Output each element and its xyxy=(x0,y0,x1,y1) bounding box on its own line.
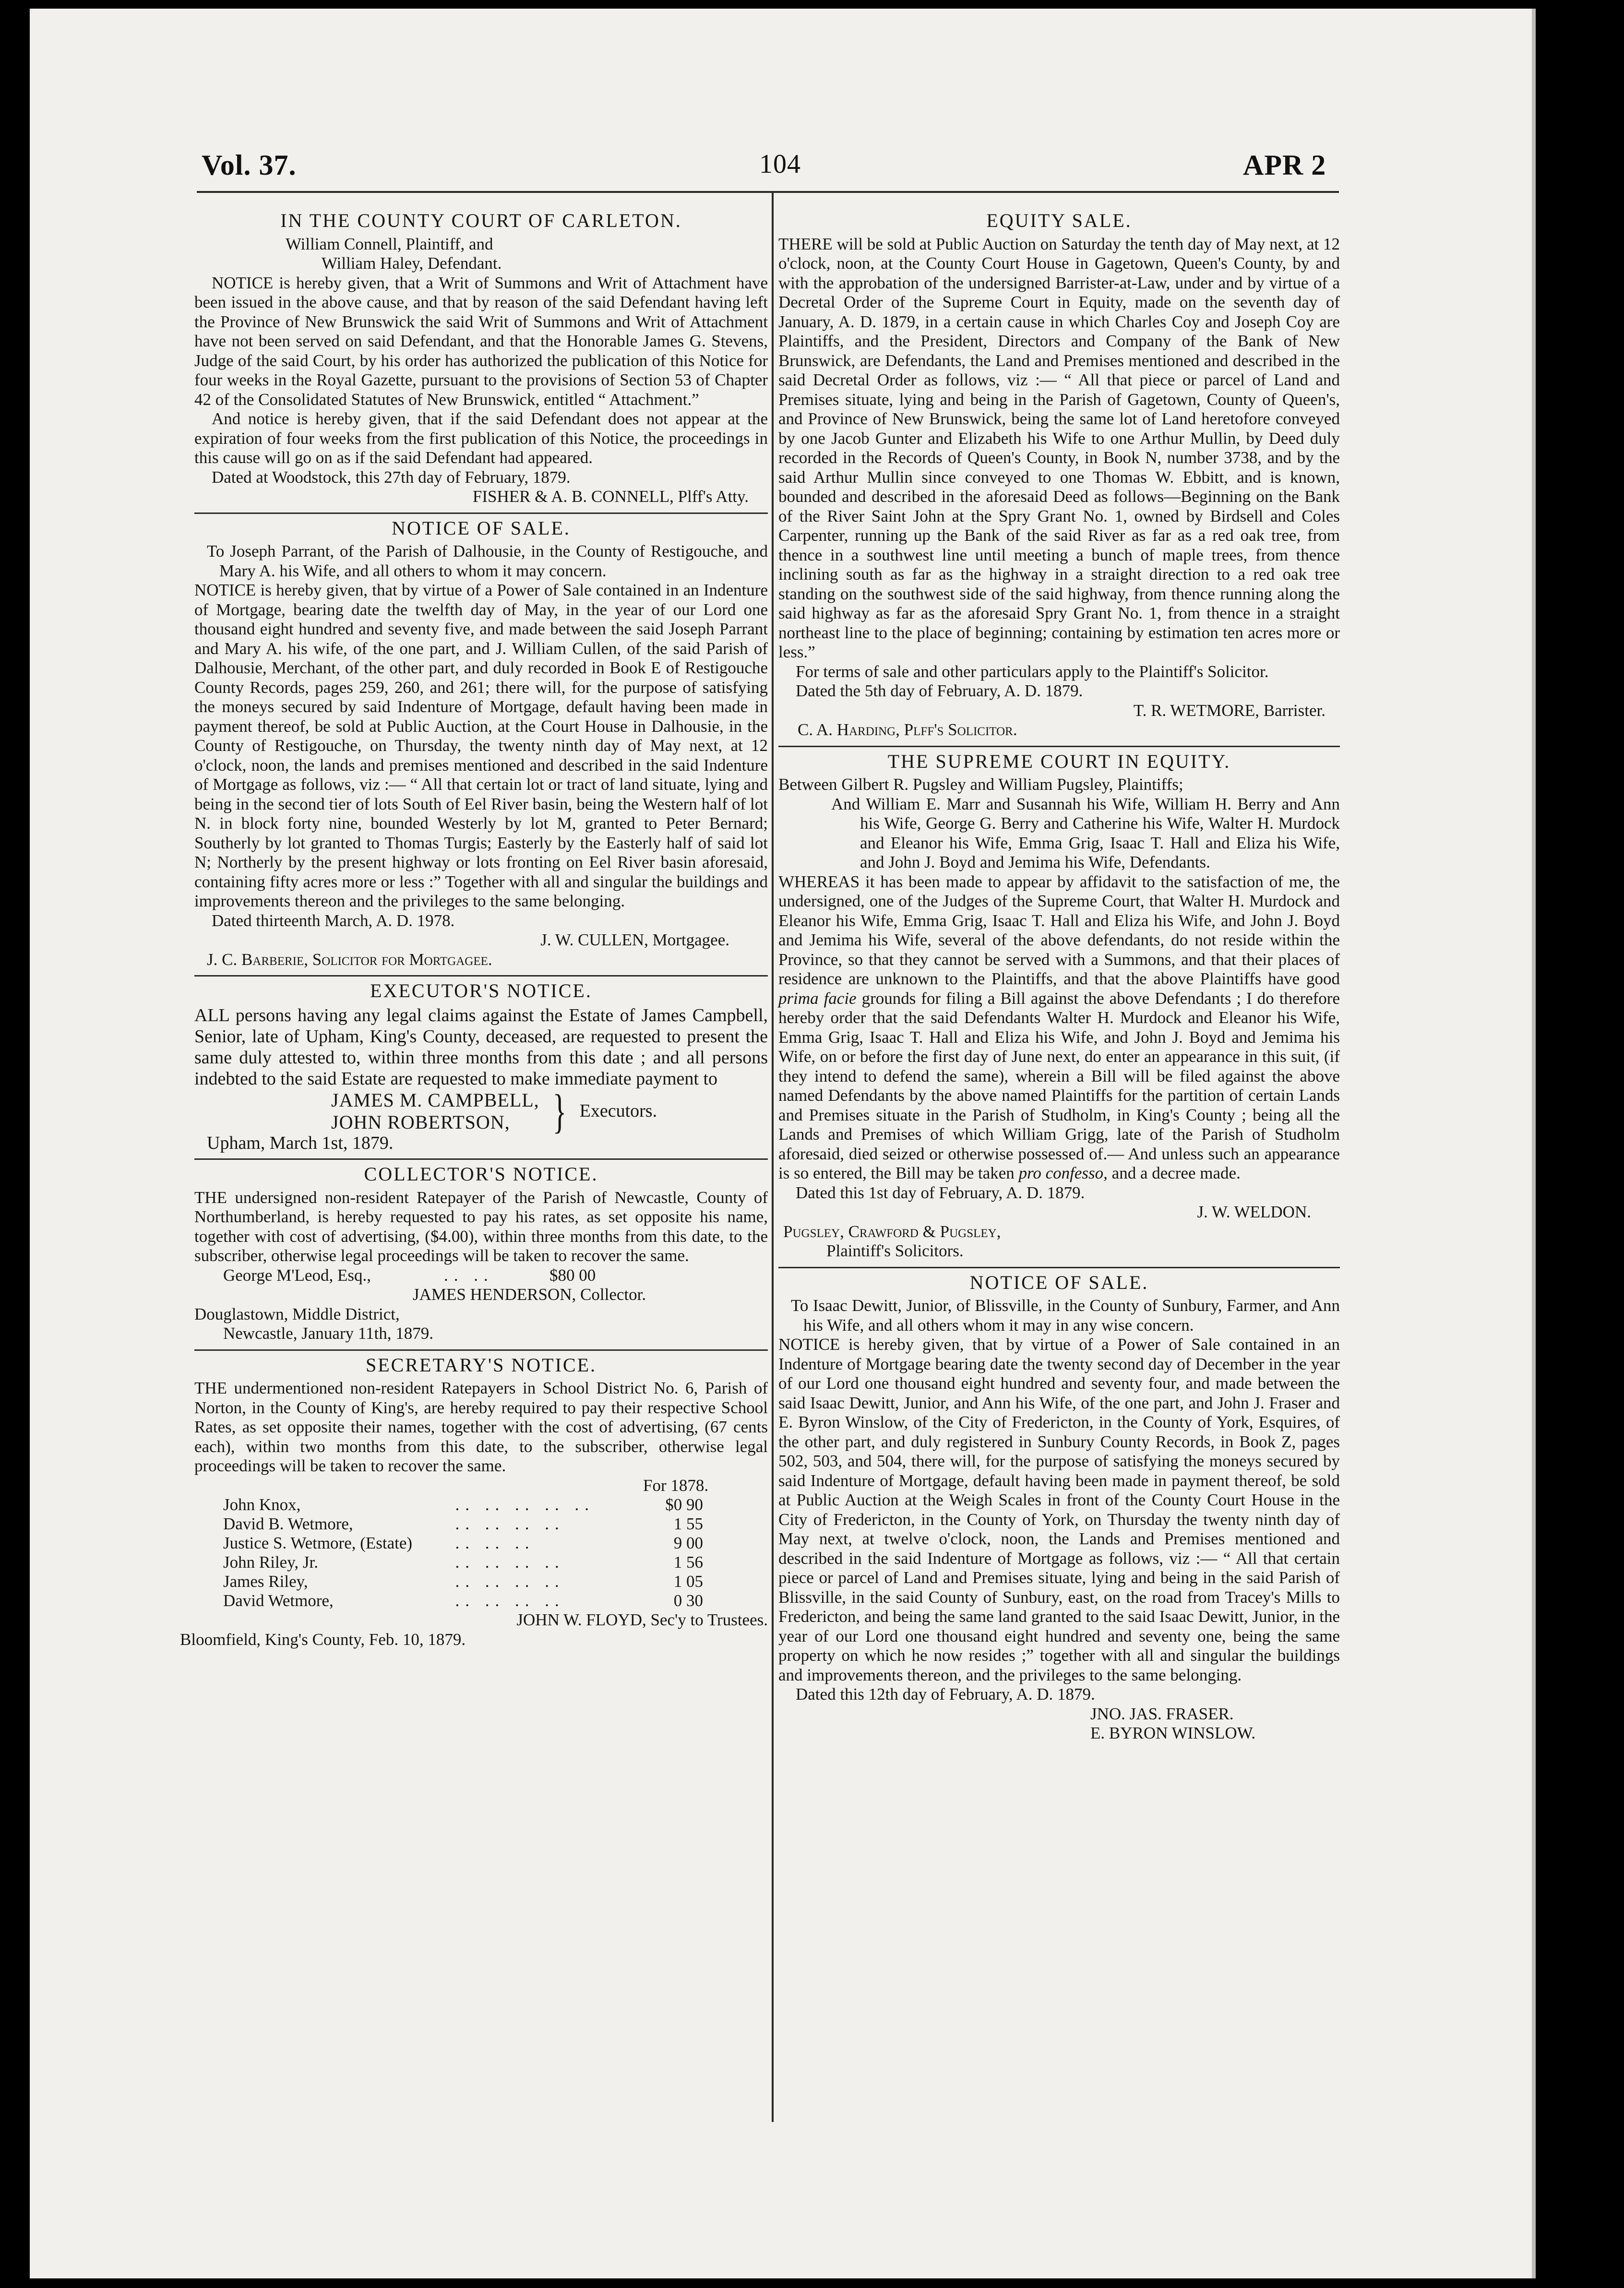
executors-block xyxy=(194,1084,768,1138)
secretarys-notice-title: SECRETARY'S NOTICE. xyxy=(365,1354,597,1376)
equity-sale-title: EQUITY SALE. xyxy=(986,210,1132,231)
table-row xyxy=(223,1534,703,1553)
leader-dots: .. .. .. .. xyxy=(455,1591,565,1610)
ratepayer-name: David B. Wetmore, xyxy=(223,1514,353,1533)
ratepayer-name: James Riley, xyxy=(223,1572,308,1591)
county-court-dated: Dated at Woodstock, this 27th day of February, 1879. xyxy=(212,467,571,487)
equity-sale-terms: For terms of sale and other particulars apply to the Plaintiff's Solicitor. xyxy=(796,662,1269,681)
table-row xyxy=(223,1591,703,1610)
section-rule xyxy=(194,512,768,514)
county-court-plaintiff: William Connell, Plaintiff, and xyxy=(286,234,493,253)
section-rule xyxy=(778,1267,1340,1268)
notice-of-sale-1 xyxy=(194,519,768,970)
notice-of-sale-2-signature-2: E. BYRON WINSLOW. xyxy=(1090,1724,1256,1742)
notice-of-sale-1-dated: Dated thirteenth March, A. D. 1978. xyxy=(212,911,455,930)
supreme-court-judge: J. W. WELDON. xyxy=(1197,1203,1311,1221)
leader-dots: .. .. .. .. xyxy=(455,1572,565,1591)
volume-label: Vol. 37. xyxy=(202,149,297,181)
supreme-court-body-b: grounds for filing a Bill against the above Defendants ; I do therefore hereby order that the said Defendants Walter H. Murdock and Eleanor his Wife, Emma Grig, Isaac T. Hall and Eliza his Wife, and John J. Boyd and Jemima his Wife, on or before the first day of June next, do enter an appearance in this suit, (if they intend to defend the same), wherein a Bill will be filed against the above named Defendants by the above named Plaintiffs for the partition of certain Lands and Premises situate in the Parish of Studholm, in King's County ; being all the Lands and Premises of which William Grigg, late of the Parish of Studholm aforesaid, died seized or otherwise possessed of.— And unless such an appearance is so entered, the Bill may be taken xyxy=(778,989,1340,1182)
ratepayer-name: Justice S. Wetmore, (Estate) xyxy=(223,1534,413,1552)
secretarys-notice-body: THE undermentioned non-resident Ratepayers in School District No. 6, Parish of Norton, in the County of King's, are hereby required to pay their respective School Rates, as set opposite their names, together with the cost of advertising, (67 cents each), within two months from this date, to the subscriber, otherwise legal proceedings will be taken to recover the same. xyxy=(194,1379,768,1475)
secretarys-place: Bloomfield, King's County, Feb. 10, 1879. xyxy=(180,1630,466,1649)
collectors-notice-body: THE undersigned non-resident Ratepayer of the Parish of Newcastle, County of Northumberland, is hereby requested to pay his rates, as set opposite his name, together with cost of advertising, ($4.00), within three months from this date, to the subscriber, otherwise legal proceedings will be taken to recover the same. xyxy=(194,1188,768,1265)
executors-notice-body: ALL persons having any legal claims against the Estate of James Campbell, Senior, late of Upham, King's County, deceased, are requested to present the same duly attested to, within three months from this date ; and all persons indebted to the said Estate are requested to make immediate payment to xyxy=(194,1005,768,1089)
secretarys-signature: JOHN W. FLOYD, Sec'y to Trustees. xyxy=(516,1610,768,1629)
rate-amount: 0 30 xyxy=(673,1591,703,1610)
prima-facie-phrase: prima facie xyxy=(778,989,857,1008)
secretarys-notice xyxy=(180,1354,768,1650)
rate-amount: 1 05 xyxy=(673,1572,703,1591)
rate-amount: 1 55 xyxy=(673,1514,703,1533)
county-court-notice xyxy=(194,211,768,507)
table-row xyxy=(223,1572,703,1591)
collectors-place-2: Newcastle, January 11th, 1879. xyxy=(223,1324,434,1343)
left-column xyxy=(180,206,768,1649)
collectors-notice xyxy=(194,1165,768,1344)
notice-of-sale-1-mortgagee: J. W. CULLEN, Mortgagee. xyxy=(540,930,729,949)
county-court-signature: FISHER & A. B. CONNELL, Plff's Atty. xyxy=(472,487,749,506)
collectors-notice-title: COLLECTOR'S NOTICE. xyxy=(364,1163,598,1185)
notice-of-sale-1-body: NOTICE is hereby given, that by virtue of a Power of Sale contained in an Indenture of Mortgage, bearing date the twelfth day of May, in the year of our Lord one thousand eight hundred and seventy five, and made between the said Joseph Parrant and Mary A. his wife, of the one part, and J. William Cullen, of the said Parish of Dalhousie, Merchant, of the other part, and duly recorded in Book E of Restigouche County Records, pages 259, 260, and 261; there will, for the purpose of satisfying the moneys secured by said Indenture of Mortgage, default having been made in payment thereof, be sold at Public Auction, at the Court House in Dalhousie, in the County of Restigouche, on Thursday, the twenty ninth day of May next, at 12 o'clock, noon, the lands and premises mentioned and described in the said Indenture of Mortgage as follows, viz :— “ All that certain lot or tract of land situate, lying and being in the second tier of lots South of Eel River basin, being the Western half of lot N. in block forty nine, bounded Westerly by lot M, granted to Peter Bernard; Southerly by lot granted to Thomas Turgis; Easterly by the Easterly half of said lot N; Northerly by the present highway or lots fronting on Eel River basin aforesaid, containing fifty acres more or less :” Together with all and singular the buildings and improvements thereon and the privileges to the same belonging. xyxy=(194,581,768,910)
notice-of-sale-2-addressee: To Isaac Dewitt, Junior, of Blissville, in the County of Sunbury, Farmer, and Ann his Wife, and all others whom it may in any wise concern. xyxy=(791,1296,1340,1335)
supreme-court-body xyxy=(778,872,1340,1183)
executor-name-2: JOHN ROBERTSON, xyxy=(331,1111,510,1133)
supreme-court-body-a: WHEREAS it has been made to appear by affidavit to the satisfaction of me, the undersigned, one of the Judges of the Supreme Court, that Walter H. Murdock and Eleanor his Wife, Emma Grig, Isaac T. Hall and Eliza his Wife, and John J. Boyd and Jemima his Wife, several of the above defendants, do not reside within the Province, so that they cannot be served with a Summons, and that their places of residence are unknown to the Plaintiffs, and that the above Plaintiffs have good xyxy=(778,872,1340,988)
supreme-court-solicitors: Pugsley, Crawford & Pugsley, xyxy=(783,1222,1001,1241)
executors-notice-title: EXECUTOR'S NOTICE. xyxy=(370,980,592,1001)
county-court-body-2: And notice is hereby given, that if the said Defendant does not appear at the expiration of four weeks from the first publication of this Notice, the proceedings in this cause will go on as if the said Defendant had appeared. xyxy=(194,409,768,467)
county-court-defendant: William Haley, Defendant. xyxy=(322,254,502,273)
sheet-edge-shadow xyxy=(1532,9,1536,2278)
rate-amount: $0 90 xyxy=(665,1495,703,1514)
page-number: 104 xyxy=(759,149,801,179)
equity-sale-barrister: T. R. WETMORE, Barrister. xyxy=(1133,701,1325,720)
section-rule xyxy=(194,975,768,977)
notice-of-sale-2-signature-1: JNO. JAS. FRASER. xyxy=(1090,1704,1234,1723)
collectors-signature: JAMES HENDERSON, Collector. xyxy=(413,1285,646,1304)
supreme-court-title: THE SUPREME COURT IN EQUITY. xyxy=(887,750,1231,772)
equity-sale-dated: Dated the 5th day of February, A. D. 1879. xyxy=(796,681,1083,700)
equity-sale-body: THERE will be sold at Public Auction on Saturday the tenth day of May next, at 12 o'clock, noon, at the County Court House in Gagetown, Queen's County, by and with the approbation of the undersigned Barrister-at-Law, under and by virtue of a Decretal Order of the Supreme Court in Equity, made on the seventh day of January, A. D. 1879, in a certain cause in which Charles Coy and Joseph Coy are Plaintiffs, and the President, Directors and Company of the Bank of New Brunswick, are Defendants, the Land and Premises mentioned and described in the said Decretal Order as follows, viz :— “ All that piece or parcel of Land and Premises situate, lying and being in the Parish of Gagetown, County of Queen's, and Province of New Brunswick, being the same lot of Land heretofore conveyed by one Jacob Gunter and Elizabeth his Wife to one Arthur Mullin, by Deed duly recorded in the Records of Queen's County, in Book N, number 3738, and by the said Arthur Mullin since conveyed to one Thomas W. Ebbitt, and is known, bounded and described in the aforesaid Deed as follows—Beginning on the Bank of the River Saint John at the Spry Grant No. 1, owned by Birdsell and Coles Carpenter, running up the Bank of the said River as far as a red oak tree, from thence in a southwest line until meeting a bunch of maple trees, from thence inclining south as far as the highway in a straight direction to a red oak tree standing on the southwest side of the said highway, from thence running along the said highway as far as the aforesaid Spry Grant No. 1, from thence in a straight northeast line to the place of beginning; containing by estimation ten acres more or less.” xyxy=(778,234,1340,661)
section-rule xyxy=(194,1158,768,1160)
section-rule xyxy=(778,746,1340,747)
notice-of-sale-2-dated: Dated this 12th day of February, A. D. 1879. xyxy=(796,1685,1095,1704)
executors-role: Executors. xyxy=(579,1101,657,1121)
ratepayer-name: John Riley, Jr. xyxy=(223,1553,319,1572)
supreme-court-solicitors-role: Plaintiff's Solicitors. xyxy=(826,1241,964,1260)
equity-sale-solicitor: C. A. Harding, Plff's Solicitor. xyxy=(798,720,1017,739)
collectors-place-1: Douglastown, Middle District, xyxy=(194,1304,400,1323)
supreme-court-between: Between Gilbert R. Pugsley and William Pugsley, Plaintiffs; xyxy=(778,775,1183,794)
leader-dots: .. .. .. xyxy=(455,1534,535,1552)
rate-amount: 1 56 xyxy=(673,1553,703,1572)
leader-dots: .. .. .. .. xyxy=(455,1553,565,1572)
leader-dots: .. .. .. .. xyxy=(455,1514,565,1533)
ratepayer-name: George M'Leod, Esq., xyxy=(223,1265,371,1285)
column-divider xyxy=(772,193,774,2122)
notice-of-sale-1-title: NOTICE OF SALE. xyxy=(392,517,571,539)
collectors-rate-row xyxy=(194,1266,768,1286)
right-column xyxy=(778,206,1340,1743)
notice-of-sale-1-addressee: To Joseph Parrant, of the Parish of Dalhousie, in the County of Restigouche, and Mary A. his Wife, and all others to whom it may concern. xyxy=(207,542,768,580)
supreme-court-dated: Dated this 1st day of February, A. D. 1879. xyxy=(796,1183,1085,1202)
executors-place: Upham, March 1st, 1879. xyxy=(207,1132,394,1153)
rate-amount: 9 00 xyxy=(673,1534,703,1552)
executors-notice xyxy=(194,981,768,1153)
county-court-body: NOTICE is hereby given, that a Writ of Summons and Writ of Attachment have been issued in the above cause, and that by reason of the said Defendant having left the Province of New Brunswick the said Writ of Summons and Writ of Attachment have not been served on said Defendant, and that the Honorable James G. Stevens, Judge of the said Court, by his order has authorized the publication of this Notice for four weeks in the Royal Gazette, pursuant to the provisions of Section 53 of Chapter 42 of the Consolidated Statutes of New Brunswick, entitled “ Attachment.” xyxy=(194,273,768,409)
notice-of-sale-2-title: NOTICE OF SALE. xyxy=(969,1271,1149,1293)
rate-amount: $80 00 xyxy=(549,1265,596,1285)
table-row xyxy=(223,1514,703,1534)
ratepayers-table xyxy=(223,1495,703,1610)
leader-dots: .. .. .. .. .. xyxy=(455,1495,595,1514)
leader-dots: .. .. xyxy=(444,1265,494,1285)
header-rule xyxy=(197,191,1339,193)
pro-confesso-phrase: pro confesso, xyxy=(1018,1164,1108,1182)
ratepayer-name: David Wetmore, xyxy=(223,1591,334,1610)
brace-glyph: } xyxy=(552,1084,567,1138)
notice-of-sale-2-body: NOTICE is hereby given, that by virtue of a Power of Sale contained in an Indenture of Mortgage bearing date the twenty second day of December in the year of our Lord one thousand eight hundred and seventy four, and made between the said Isaac Dewitt, Junior, and Ann his Wife, of the one part, and John J. Fraser and E. Byron Winslow, of the City of Fredericton, in the County of York, Esquires, of the other part, and duly registered in Sunbury County Records, in Book Z, pages 502, 503, and 504, there will, for the purpose of satisfying the moneys secured by said Indenture of Mortgage, default having been made in payment thereof, be sold at Public Auction at the Weigh Scales in front of the County Court House in the City of Fredericton, in the County of York, on Thursday the twenty ninth day of May next, at twelve o'clock, noon, the Lands and Premises mentioned and described in the said Indenture of Mortgage as follows, viz :— “ All that certain piece or parcel of Land and Premises situate, lying and being in the said Parish of Blissville, in the said County of Sunbury, east, on the road from Tracey's Mills to Fredericton, and being the same land granted to the said Isaac Dewitt, Junior, in the year of our Lord one thousand eight hundred and seventy one, being the same property on which he now resides ;” together with all and singular the buildings and improvements thereon, and the privileges to the same belonging. xyxy=(778,1335,1340,1684)
table-row xyxy=(223,1553,703,1572)
section-rule xyxy=(194,1349,768,1351)
supreme-court-body-c: and a decree made. xyxy=(1111,1164,1241,1182)
issue-date: APR 2 xyxy=(1243,149,1326,181)
supreme-court-defendants: And William E. Marr and Susannah his Wife, William H. Berry and Ann his Wife, George G. Berry and Catherine his Wife, Walter H. Murdock and Eleanor his Wife, Emma Grig, Isaac T. Hall and Eliza his Wife, and John J. Boyd and Jemima his Wife, Defendants. xyxy=(831,794,1340,871)
for-year-heading: For 1878. xyxy=(643,1476,709,1495)
notice-of-sale-1-solicitor: J. C. Barberie, Solicitor for Mortgagee. xyxy=(207,950,492,969)
equity-sale-notice xyxy=(778,211,1340,740)
ratepayer-name: John Knox, xyxy=(223,1495,301,1514)
table-row xyxy=(223,1495,703,1514)
executor-name-1: JAMES M. CAMPBELL, xyxy=(331,1089,539,1111)
notice-of-sale-2 xyxy=(778,1273,1340,1743)
county-court-title: IN THE COUNTY COURT OF CARLETON. xyxy=(280,210,682,231)
supreme-court-notice xyxy=(778,752,1340,1261)
